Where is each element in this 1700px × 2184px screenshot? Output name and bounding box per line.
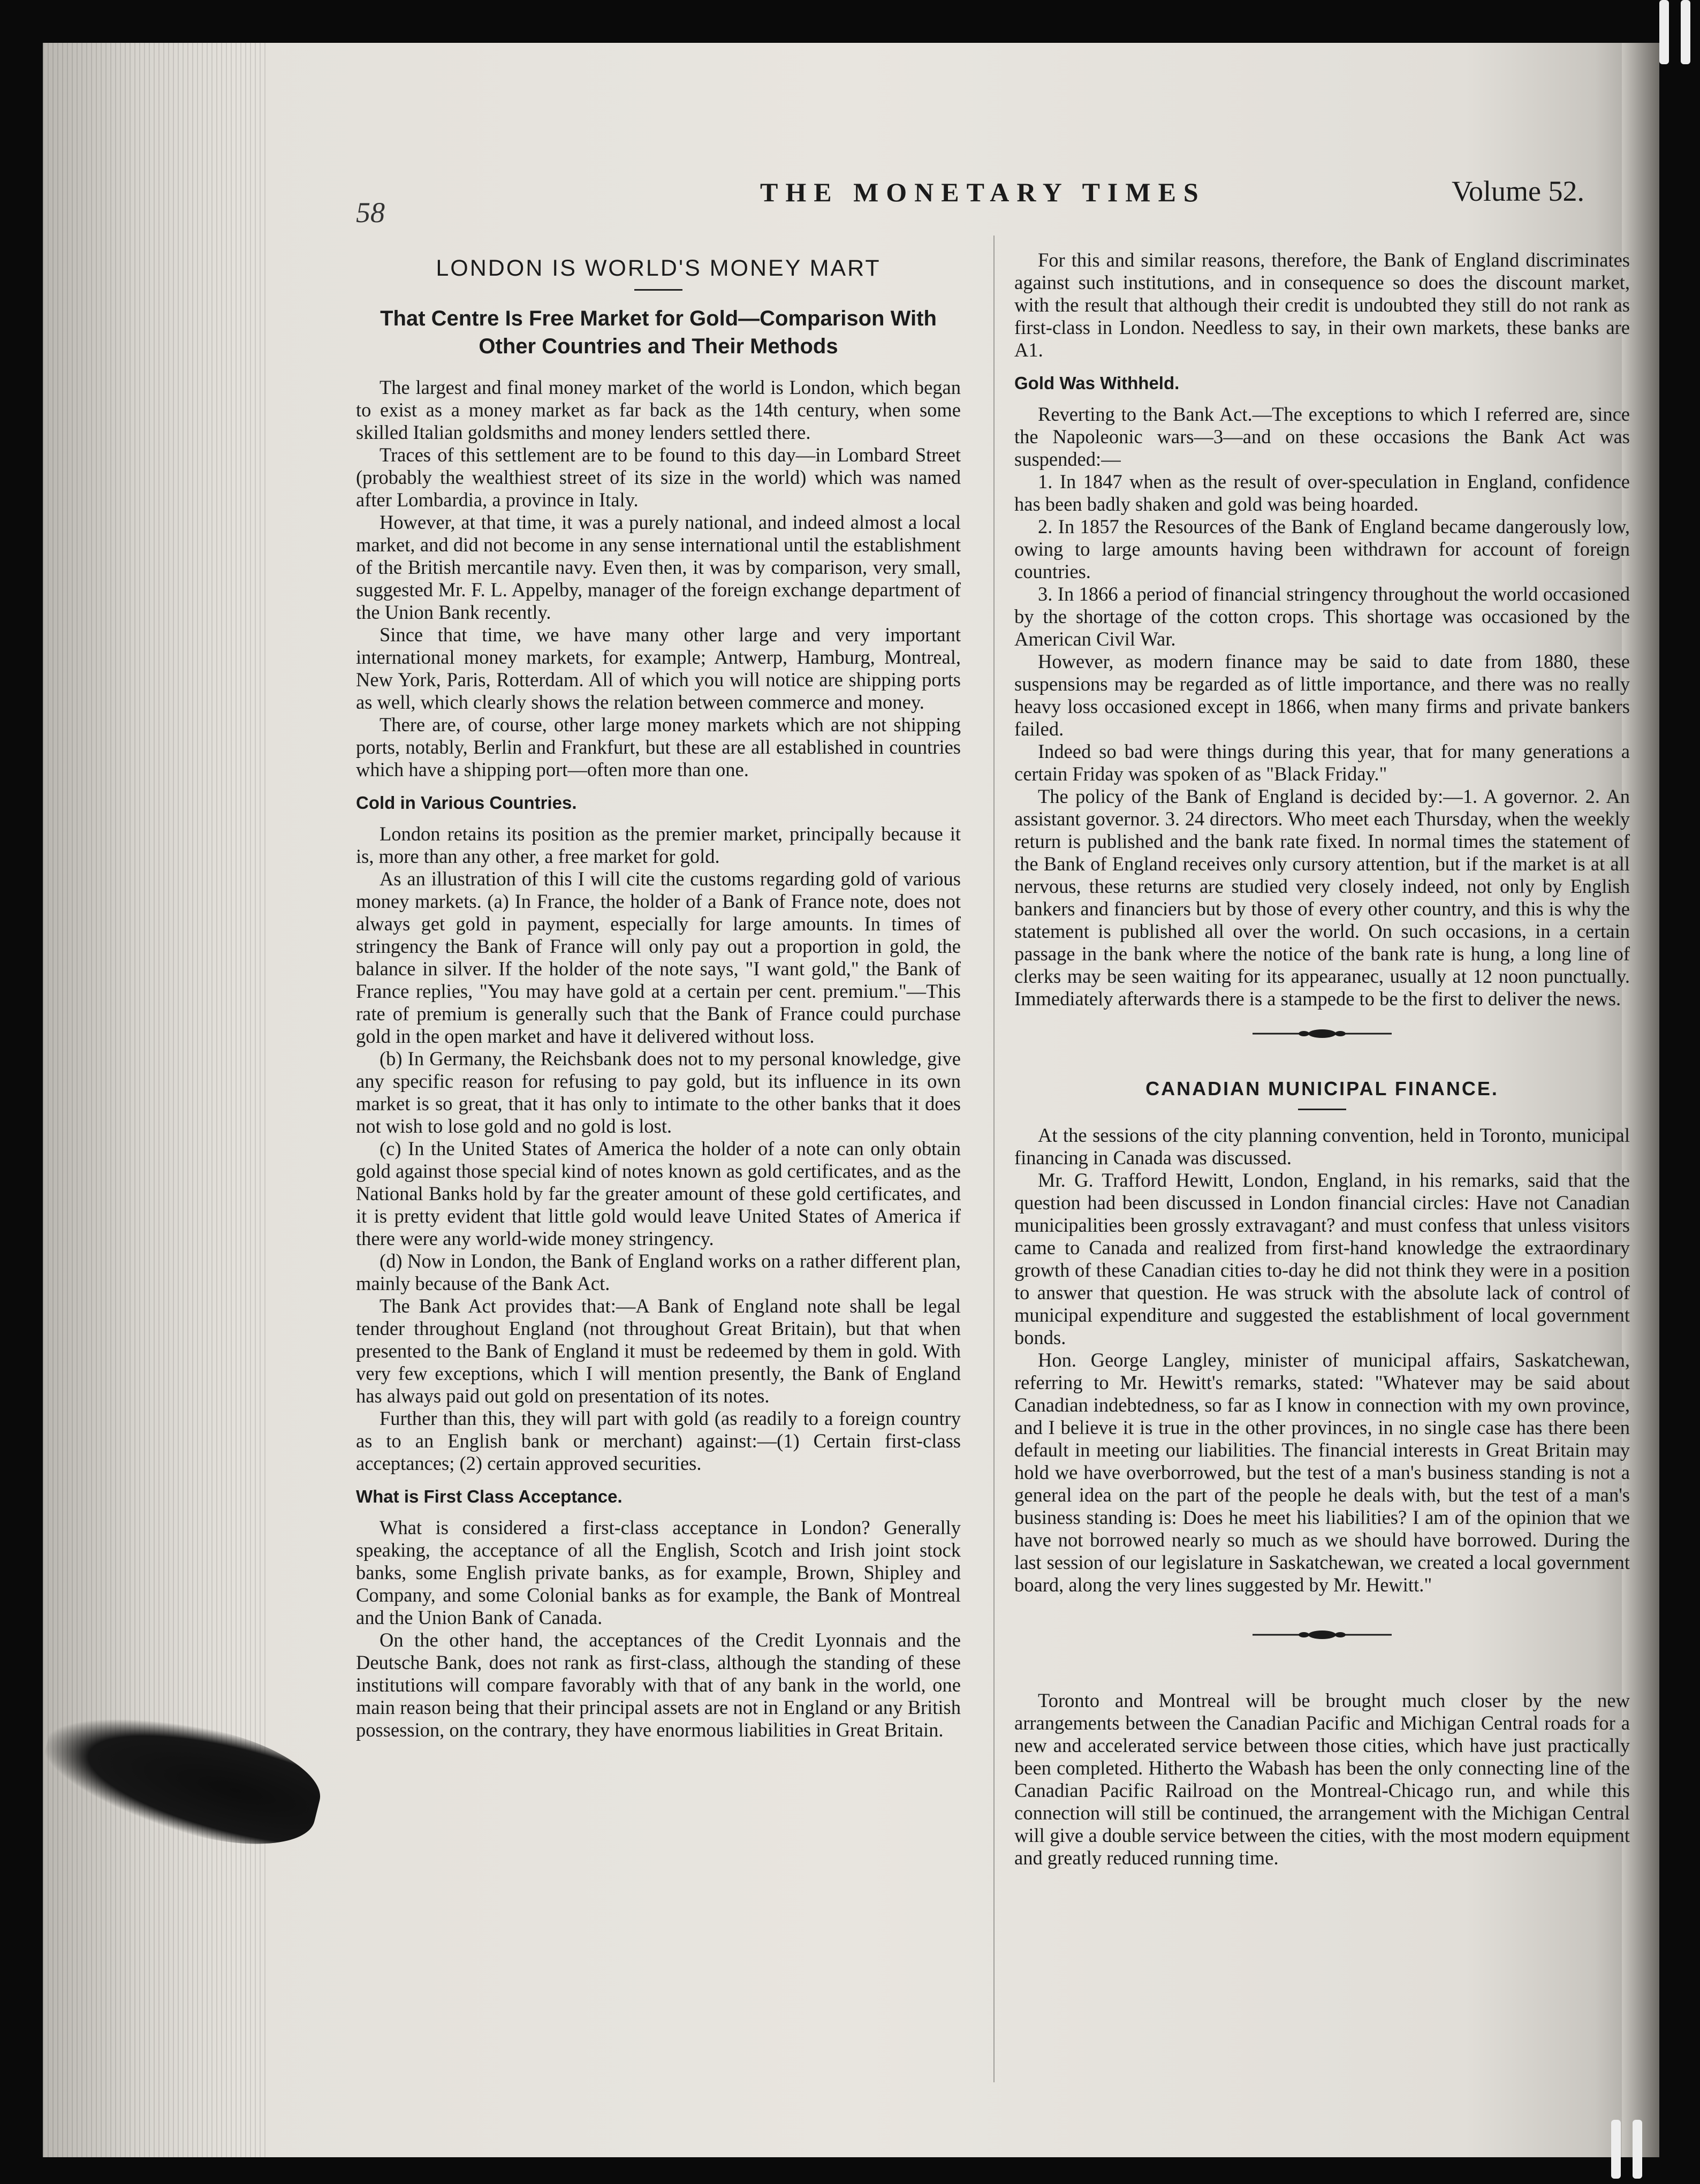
paragraph: What is considered a first-class acceptance in London? Generally speaking, the acceptance of all the English, Scotch and Irish joint stock banks, some English private banks, as for example, Brown, Shipley and Company, and some Colonial banks as for example, the Bank of Montreal and the Union Bank of Canada.	[356, 1516, 961, 1628]
paragraph: (c) In the United States of America the holder of a note can only obtain gold against those special kind of notes known as gold certificates, and as the National Banks hold by far the greater amount of these gold certificates, and it is pretty evident that little gold would leave United States of America if there were any world-wide money stringency.	[356, 1138, 961, 1249]
film-sprocket	[1681, 0, 1690, 64]
article-subtitle: That Centre Is Free Market for Gold—Comparison With Other Countries and Their Methods	[380, 307, 937, 358]
section-heading: Gold Was Withheld.	[1014, 373, 1180, 393]
film-sprocket	[1633, 2120, 1642, 2179]
title-rule	[1298, 1109, 1346, 1110]
paragraph: Traces of this settlement are to be found to this day—in Lombard Street (probably the wealthiest street of its size in the world) which was named after Lombardia, a province in Italy.	[356, 444, 961, 511]
paragraph: Reverting to the Bank Act.—The exceptions to which I referred are, since the Napoleonic wars—3—and on these occasions the Bank Act was suspended:—	[1014, 403, 1630, 470]
page-number: 58	[356, 196, 385, 229]
film-sprocket	[1611, 2120, 1621, 2179]
paragraph: For this and similar reasons, therefore, the Bank of England discriminates against such institutions, and in consequence so does the discount market, with the result that although their credit is undoubted they still do not rank as first-class in London. Needless to say, in their own markets, these banks are A1.	[1014, 249, 1630, 361]
section-heading: What is First Class Acceptance.	[356, 1487, 623, 1506]
paragraph: London retains its position as the premier market, principally because it is, more than any other, a free market for gold.	[356, 823, 961, 867]
left-column	[356, 257, 961, 1741]
paragraph: As an illustration of this I will cite the customs regarding gold of various money markets. (a) In France, the holder of a Bank of France note, does not always get gold in payment, especially for large amounts. In times of stringency the Bank of France will only pay out a proportion in gold, the balance in silver. If the holder of the note says, "I want gold," the Bank of France replies, "You may have gold at a certain per cent. premium."—This rate of premium is generally such that the Bank of France could purchase gold in the open market and have it delivered without loss.	[356, 868, 961, 1047]
paragraph: 3. In 1866 a period of financial stringency throughout the world occasioned by the shortage of the cotton crops. This shortage was occasioned by the American Civil War.	[1014, 583, 1630, 650]
ornament-divider	[1014, 1628, 1630, 1641]
paragraph: However, as modern finance may be said to date from 1880, these suspensions may be regarded as of little importance, and there was no really heavy loss occasioned except in 1866, when many firms and private bankers failed.	[1014, 650, 1630, 740]
paragraph: At the sessions of the city planning convention, held in Toronto, municipal financing in Canada was discussed.	[1014, 1124, 1630, 1169]
volume-label: Volume 52.	[1451, 175, 1584, 207]
paragraph: 2. In 1857 the Resources of the Bank of England became dangerously low, owing to large amounts having been withdrawn for account of foreign countries.	[1014, 515, 1630, 582]
title-rule	[634, 289, 682, 291]
paragraph: (b) In Germany, the Reichsbank does not to my personal knowledge, give any specific reason for refusing to pay gold, but its influence in its own market is so great, that it has only to intimate to the other banks that it does not wish to lose gold and no gold is lost.	[356, 1048, 961, 1137]
film-sprocket	[1659, 0, 1669, 64]
ornament-icon	[1253, 1027, 1392, 1040]
page-header	[332, 133, 1649, 229]
scanned-page	[43, 43, 1659, 2157]
right-column	[1014, 249, 1630, 1869]
paragraph: Toronto and Montreal will be brought much closer by the new arrangements between the Canadian Pacific and Michigan Central roads for a new and accelerated service between those cities, which have just practically been completed. Hitherto the Wabash has been the only connecting line of the Canadian Pacific Railroad on the Montreal-Chicago run, and while this connection will still be continued, the arrangement with the Michigan Central will give a double service between the cities, with the most modern equipment and greatly reduced running time.	[1014, 1689, 1630, 1869]
paragraph: However, at that time, it was a purely national, and indeed almost a local market, and did not become in any sense international until the establishment of the British mercantile navy. Even then, it was by comparison, very small, suggested Mr. F. L. Appelby, manager of the foreign exchange department of the Union Bank recently.	[356, 511, 961, 623]
article-title: LONDON IS WORLD'S MONEY MART	[436, 255, 881, 281]
magazine-title: THE MONETARY TIMES	[760, 177, 1206, 207]
paragraph: There are, of course, other large money markets which are not shipping ports, notably, Berlin and Frankfurt, but these are all established in countries which have a shipping port—often more than one.	[356, 714, 961, 780]
paragraph: The policy of the Bank of England is decided by:—1. A governor. 2. An assistant governor. 3. 24 directors. Who meet each Thursday, when the weekly return is published and the bank rate fixed. In normal times the statement of the Bank of England receives only cursory attention, but if the market is at all nervous, these returns are studied very closely indeed, not only by English bankers and financiers but by those of every other country, and this is why the statement is published all over the world. On such occasions, in a certain passage in the bank where the notice of the bank rate is hung, a long line of clerks may be seen waiting for its appearanec, usually at 12 noon punctually. Immediately afterwards there is a stampede to be the first to deliver the news.	[1014, 785, 1630, 1010]
paragraph: The largest and final money market of the world is London, which began to exist as a money market as far back as the 14th century, when some skilled Italian goldsmiths and money lenders settled there.	[356, 376, 961, 443]
paragraph: Mr. G. Trafford Hewitt, London, England, in his remarks, said that the question had been discussed in London financial circles: Have not Canadian municipalities been grossly extravagant? and must confess that unless visitors came to Canada and realized from first-hand knowledge the extraordinary growth of these Canadian cities to-day he did not think they were in a position to answer that question. He was struck with the absolute lack of control of municipal expenditure and suggested the establishment of local government bonds.	[1014, 1169, 1630, 1348]
column-divider	[993, 236, 995, 2082]
article-title: CANADIAN MUNICIPAL FINANCE.	[1145, 1078, 1499, 1099]
ornament-icon	[1253, 1628, 1392, 1641]
ornament-divider	[1014, 1027, 1630, 1040]
paragraph: Hon. George Langley, minister of municipal affairs, Saskatchewan, referring to Mr. Hewitt's remarks, stated: "Whatever may be said about Canadian indebtedness, so far as I know in connection with my own province, and I believe it is true in the other provinces, in no single case has there been default in meeting our liabilities. The financial interests in Great Britain may hold we have overborrowed, but the test of a man's business standing is not a general idea on the part of the people he deals with, but the test of a man's business standing is: Does he meet his liabilities? I am of the opinion that we have not borrowed nearly so much as we should have borrowed. During the last session of our legislature in Saskatchewan, we created a local government board, along the very lines suggested by Mr. Hewitt."	[1014, 1349, 1630, 1596]
paragraph: Indeed so bad were things during this year, that for many generations a certain Friday was spoken of as "Black Friday."	[1014, 740, 1630, 785]
paragraph: Since that time, we have many other large and very important international money markets, for example; Antwerp, Hamburg, Montreal, New York, Paris, Rotterdam. All of which you will notice are shipping ports as well, which clearly shows the relation between commerce and money.	[356, 624, 961, 713]
paragraph: 1. In 1847 when as the result of over-speculation in England, confidence has been badly shaken and gold was being hoarded.	[1014, 471, 1630, 515]
paragraph: On the other hand, the acceptances of the Credit Lyonnais and the Deutsche Bank, does not rank as first-class, although the standing of these institutions will compare favorably with that of any bank in the world, one main reason being that their principal assets are not in England or any British possession, on the contrary, they have enormous liabilities in Great Britain.	[356, 1629, 961, 1741]
paragraph: Further than this, they will part with gold (as readily to a foreign country as to an English bank or merchant) against:—(1) Certain first-class acceptances; (2) certain approved securities.	[356, 1407, 961, 1474]
paragraph: The Bank Act provides that:—A Bank of England note shall be legal tender throughout England (not throughout Great Britain), but that when presented to the Bank of England it must be redeemed by them in gold. With very few exceptions, which I will mention presently, the Bank of England has always paid out gold on presentation of its notes.	[356, 1295, 961, 1407]
section-heading: Cold in Various Countries.	[356, 793, 577, 813]
paragraph: (d) Now in London, the Bank of England works on a rather different plan, mainly because of the Bank Act.	[356, 1250, 961, 1294]
